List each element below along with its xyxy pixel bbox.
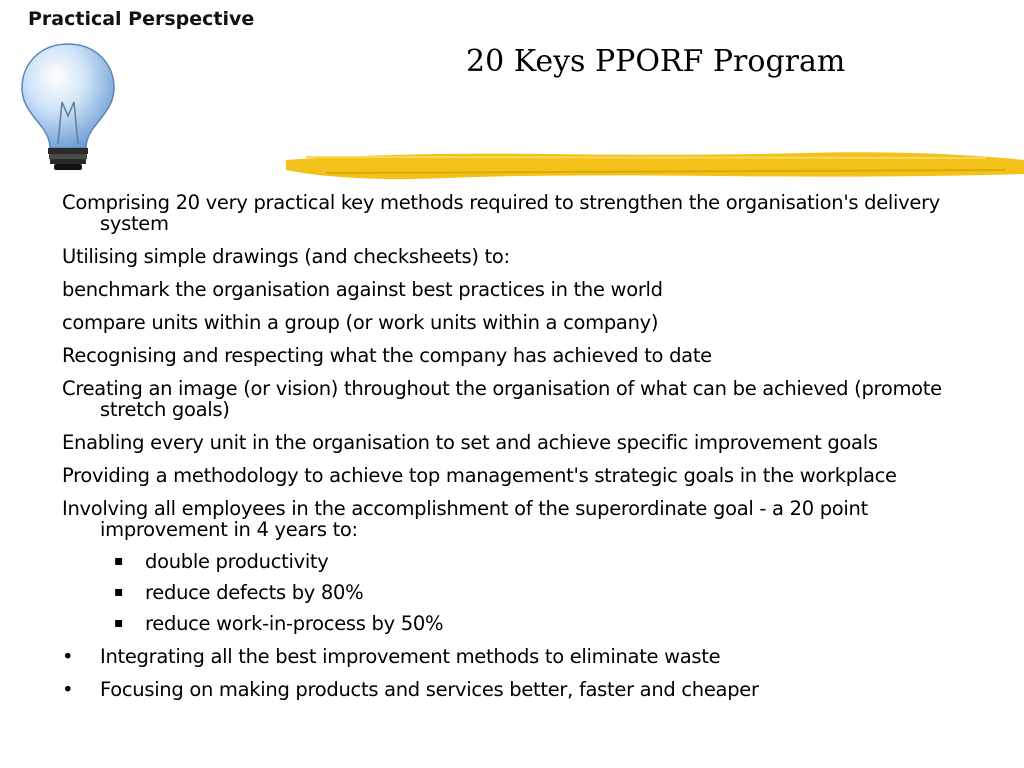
sub-list-item bbox=[62, 613, 962, 634]
square-bullet-icon: ▪ bbox=[114, 615, 124, 631]
list-item: Involving all employees in the accomplishment of the superordinate goal - a 20 point improvement in 4 years to: bbox=[62, 497, 868, 541]
square-bullet-icon: ▪ bbox=[114, 553, 124, 569]
bullet-item bbox=[62, 646, 962, 667]
sub-list-item-text: reduce defects by 80% bbox=[145, 581, 364, 604]
sub-list-item-text: reduce work-in-process by 50% bbox=[145, 612, 444, 635]
bullet-item-text: Integrating all the best improvement methods to eliminate waste bbox=[100, 645, 721, 668]
bullet-icon: • bbox=[62, 645, 74, 668]
slide-body bbox=[62, 192, 962, 700]
list-item: Utilising simple drawings (and checksheets) to: bbox=[62, 245, 510, 268]
bullet-item-text: Focusing on making products and services better, faster and cheaper bbox=[100, 678, 759, 701]
brand-name: Practical Perspective bbox=[28, 8, 255, 30]
sub-list-item-text: double productivity bbox=[145, 550, 329, 573]
sub-list-item bbox=[62, 582, 962, 603]
list-item: benchmark the organisation against best practices in the world bbox=[62, 278, 663, 301]
list-item: Recognising and respecting what the company has achieved to date bbox=[62, 344, 712, 367]
sub-list-item bbox=[62, 551, 962, 572]
list-item: Enabling every unit in the organisation to set and achieve specific improvement goals bbox=[62, 431, 878, 454]
yellow-brush-stroke bbox=[286, 148, 1024, 184]
bullet-item bbox=[62, 679, 962, 700]
list-item: Providing a methodology to achieve top management's strategic goals in the workplace bbox=[62, 464, 897, 487]
bullet-icon: • bbox=[62, 678, 74, 701]
light-bulb-icon bbox=[16, 40, 120, 172]
list-item: compare units within a group (or work units within a company) bbox=[62, 311, 659, 334]
slide-title: 20 Keys PPORF Program bbox=[466, 44, 846, 79]
list-item: Comprising 20 very practical key methods required to strengthen the organisation's delivery system bbox=[62, 191, 941, 235]
square-bullet-icon: ▪ bbox=[114, 584, 124, 600]
list-item: Creating an image (or vision) throughout the organisation of what can be achieved (promote stretch goals) bbox=[62, 377, 942, 421]
